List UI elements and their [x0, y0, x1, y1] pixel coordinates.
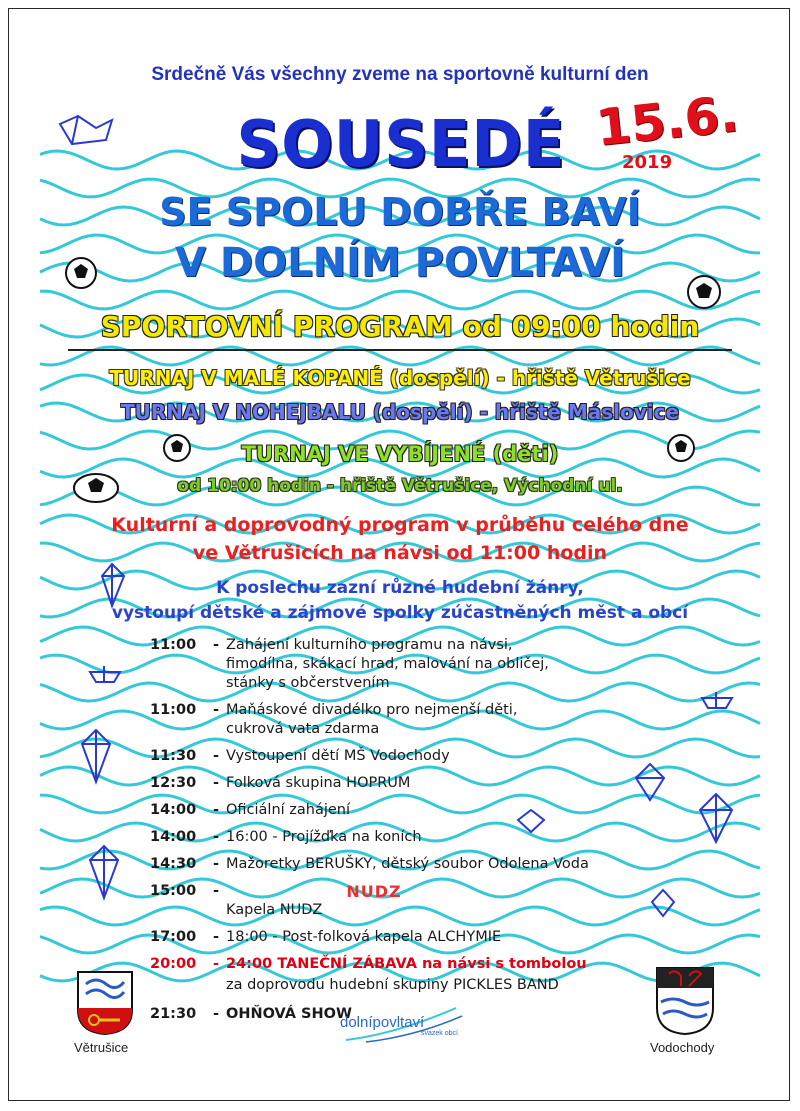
paper-kite-icon: [694, 790, 738, 846]
schedule-row: [150, 855, 670, 874]
schedule-desc: Maňáskové divadélko pro nejmenší děti, cukrová vata zdarma: [226, 702, 518, 737]
schedule-dash: -: [212, 702, 220, 718]
schedule-list: [150, 636, 670, 1032]
schedule-dash: -: [212, 956, 220, 972]
schedule-desc: 18:00 - Post-folková kapela ALCHYMIE: [226, 929, 502, 945]
schedule-desc: OHŇOVÁ SHOW: [226, 1006, 352, 1022]
schedule-dash: -: [212, 1006, 220, 1022]
culture-heading-2: ve Větrušicích na návsi od 11:00 hodin: [192, 542, 608, 564]
schedule-dash: -: [212, 829, 220, 845]
event-date: 15.6.: [593, 84, 742, 158]
schedule-row: [150, 828, 670, 847]
schedule-row-highlight: [150, 955, 670, 995]
tournament-dodgeball-detail: od 10:00 hodin - hřiště Větrušice, Východní ul.: [177, 476, 623, 496]
music-text-1: K poslechu zazní různé hudební žánry,: [216, 578, 584, 598]
schedule-dash: -: [212, 637, 220, 653]
paper-boat-icon: [88, 664, 122, 686]
schedule-time: 14:30: [150, 856, 197, 872]
schedule-desc: Folková skupina HOPRUM: [226, 775, 411, 791]
sport-heading-underline: [68, 349, 732, 351]
schedule-time: 11:30: [150, 748, 197, 764]
schedule-dash: -: [212, 856, 220, 872]
page-title: SOUSEDÉ: [236, 108, 566, 182]
music-text-2: vystoupí dětské a zájmové spolky zúčastněných měst a obcí: [111, 603, 689, 623]
nudz-logo: [346, 882, 401, 920]
schedule-time: 11:00: [150, 637, 197, 653]
invitation-text: Srdečně Vás všechny zveme na sportovně kulturní den: [151, 64, 649, 85]
tournament-footvolley: TURNAJ V NOHEJBALU (dospělí) - hřiště Máslovice: [120, 400, 680, 424]
schedule-dash: -: [212, 929, 220, 945]
schedule-time: 14:00: [150, 802, 197, 818]
schedule-time: 11:00: [150, 702, 197, 718]
schedule-desc: Oficiální zahájení: [226, 802, 351, 818]
sport-program-heading: SPORTOVNÍ PROGRAM od 09:00 hodin: [100, 310, 700, 343]
tournament-dodgeball: TURNAJ VE VYBÍJENÉ (děti): [241, 442, 559, 466]
schedule-dash: -: [212, 748, 220, 764]
paper-kite-icon: [84, 842, 124, 902]
vetrusice-label: Větrušice: [74, 1040, 129, 1055]
schedule-desc: [226, 882, 322, 920]
schedule-time: 21:30: [150, 1006, 197, 1022]
nudz-logo-text: NUDZ: [346, 882, 402, 901]
subtitle-line-1: SE SPOLU DOBŘE BAVÍ: [159, 190, 641, 234]
schedule-time: 14:00: [150, 829, 197, 845]
schedule-desc: 24:00 TANEČNÍ ZÁBAVA na návsi s tombolou: [226, 956, 587, 972]
schedule-row: [150, 928, 670, 947]
schedule-desc: Mažoretky BERUŠKY, dětský soubor Odolena Voda: [226, 856, 589, 872]
schedule-dash: -: [212, 883, 220, 899]
schedule-time: 20:00: [150, 956, 197, 972]
schedule-time: 12:30: [150, 775, 197, 791]
schedule-time: 17:00: [150, 929, 197, 945]
schedule-row: [150, 747, 670, 766]
schedule-time: 15:00: [150, 883, 197, 899]
paper-boat-icon: [56, 110, 116, 150]
schedule-desc: Vystoupení dětí MŠ Vodochody: [226, 748, 450, 764]
schedule-dash: -: [212, 802, 220, 818]
schedule-desc: 16:00 - Projížďka na koních: [226, 829, 422, 845]
schedule-desc: Zahájení kulturního programu na návsi, fimodílna, skákací hrad, malování na obličej, stánky s občerstvením: [226, 637, 549, 691]
subtitle-line-2: V DOLNÍM POVLTAVÍ: [175, 240, 625, 286]
schedule-row: [150, 774, 670, 793]
event-year: 2019: [622, 152, 673, 173]
dolnipovltavi-logo-subtext: svazek obcí: [421, 1030, 458, 1037]
schedule-desc-secondary: za doprovodu hudební skupiny PICKLES BAND: [226, 977, 559, 993]
tournament-football: TURNAJ V MALÉ KOPANÉ (dospělí) - hřiště Větrušice: [109, 366, 691, 390]
schedule-desc-text: Kapela NUDZ: [226, 902, 323, 918]
dolnipovltavi-logo-text: dolnípovltaví: [340, 1014, 425, 1031]
schedule-dash: -: [212, 775, 220, 791]
schedule-row: [150, 882, 670, 920]
schedule-row: [150, 701, 670, 739]
vodochody-label: Vodochody: [650, 1040, 715, 1055]
paper-kite-icon: [76, 726, 116, 786]
vodochody-crest-icon: [655, 966, 715, 1036]
schedule-row: [150, 801, 670, 820]
culture-heading-1: Kulturní a doprovodný program v průběhu celého dne: [111, 514, 689, 536]
paper-boat-icon: [700, 690, 734, 712]
schedule-row: [150, 636, 670, 693]
vetrusice-crest-icon: [76, 970, 134, 1036]
